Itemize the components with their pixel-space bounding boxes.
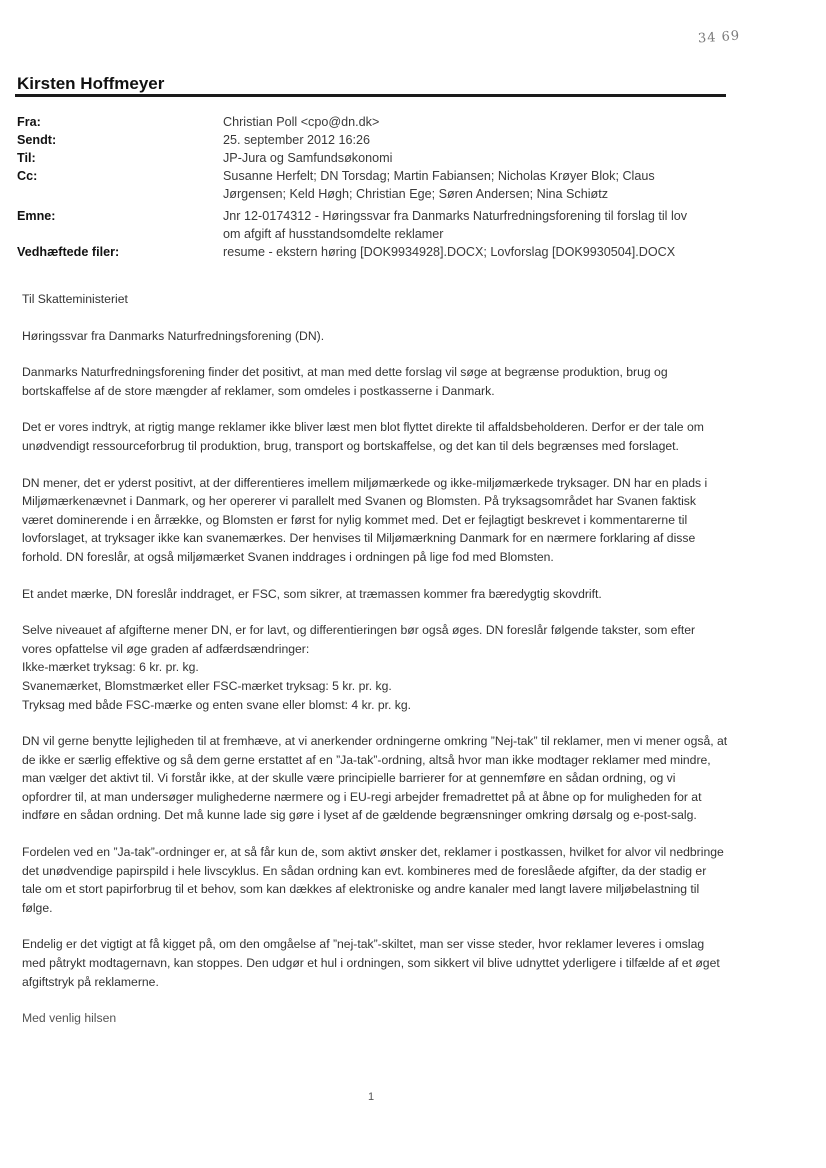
header-divider [15, 94, 726, 97]
paragraph-4: Et andet mærke, DN foreslår inddraget, er FSC, som sikrer, at træmassen kommer fra bæredygtig skovdrift. [22, 586, 602, 601]
attachments-value: resume - ekstern høring [DOK9934928].DOCX; Lovforslag [DOK9930504].DOCX [223, 245, 676, 259]
from-label: Fra: [17, 115, 41, 129]
sent-label: Sendt: [17, 133, 57, 147]
attachments-row [17, 243, 737, 261]
subject-label: Emne: [17, 209, 56, 223]
to-label: Til: [17, 151, 36, 165]
paragraph-1: Danmarks Naturfredningsforening finder det positivt, at man med dette forslag vil søge at begrænse produktion, brug og bortskaffelse af de store mængder af reklamer, som omdeles i postkasserne i Danmark. [22, 365, 668, 398]
subject-value-line-1: Jnr 12-0174312 - Høringssvar fra Danmarks Naturfredningsforening til forslag til lov [223, 209, 688, 223]
page-number: 1 [368, 1091, 375, 1103]
intro-paragraph: Høringssvar fra Danmarks Naturfredningsforening (DN). [22, 328, 325, 343]
paragraph-8: Endelig er det vigtigt at få kigget på, om den omgåelse af ”nej-tak”-skiltet, man ser visse steder, hvor reklamer leveres i omslag med påtrykt modtagernavn, kan stoppes. Den udgør et hul i ordningen, som sikkert vil blive udnyttet yderligere i tilfælde af et øget afgiftstryk på reklamerne. [22, 937, 720, 989]
rate-double-label: Tryksag med både FSC-mærke og enten svane eller blomst: 4 kr. pr. kg. [22, 697, 412, 712]
letter-body [22, 290, 728, 1046]
cc-label: Cc: [17, 169, 38, 183]
sender-name-heading: Kirsten Hoffmeyer [17, 74, 165, 93]
subject-row [17, 207, 737, 243]
cc-row [17, 167, 737, 203]
paragraph-3: DN mener, det er yderst positivt, at der differentieres imellem miljømærkede og ikke-miljømærkede tryksager. DN har en plads i Miljømærkenævnet i Danmark, og her opererer vi parallelt med Svanen og Blomsten. På tryksagsområdet har Svanen faktisk været dominerende i en årrække, og Blomsten er først for nylig kommet med. Det er fejlagtigt beskrevet i kommentarerne til lovforslaget, at tryksager ikke kan svanemærkes. Der henvises til Miljømærkning Danmark for en nærmere forklaring af disse forhold. DN foreslår, at også miljømærket Svanen inddrages i ordningen på lige fod med Blomsten. [22, 475, 708, 564]
from-row [17, 113, 737, 131]
handwritten-annotation: 34 69 [697, 28, 741, 47]
from-value: Christian Poll <cpo@dn.dk> [223, 115, 380, 129]
subject-value-line-2: om afgift af husstandsomdelte reklamer [223, 227, 444, 241]
to-row [17, 149, 737, 167]
paragraph-2: Det er vores indtryk, at rigtig mange reklamer ikke bliver læst men blot flyttet direkte til affaldsbeholderen. Derfor er der tale om unødvendigt ressourceforbrug til produktion, brug, transport og bortskaffelse, og det kan til dels begrænses med forslaget. [22, 420, 704, 453]
rate-unlabeled: Ikke-mærket tryksag: 6 kr. pr. kg. [22, 660, 199, 675]
rate-single-label: Svanemærket, Blomstmærket eller FSC-mærket tryksag: 5 kr. pr. kg. [22, 678, 392, 693]
paragraph-5 [22, 621, 728, 714]
addressee: Til Skatteministeriet [22, 292, 128, 306]
email-metadata [17, 113, 737, 261]
cc-value-line-1: Susanne Herfelt; DN Torsdag; Martin Fabiansen; Nicholas Krøyer Blok; Claus [223, 169, 655, 183]
paragraph-5-lead: Selve niveauet af afgifterne mener DN, er for lavt, og differentieringen bør også øges. DN foreslår følgende takster, som efter vores opfattelse vil øge graden af adfærdsændringer: [22, 623, 696, 656]
paragraph-7: Fordelen ved en ”Ja-tak”-ordninger er, at så får kun de, som aktivt ønsker det, reklamer i postkassen, hvilket for alvor vil nedbringe det unødvendige papirspild i hele livscyklus. En sådan ordning kan evt. kombineres med de foreslåede afgifter, da der stadig er tale om et stort papirforbrug til et behov, som kan dækkes af elektroniske og andre kanaler med langt lavere miljøbelastning til følge. [22, 845, 724, 915]
cc-value-line-2: Jørgensen; Keld Høgh; Christian Ege; Søren Andersen; Nina Schiøtz [223, 187, 608, 201]
subject-value [223, 207, 737, 243]
cc-value [223, 167, 737, 203]
sent-row [17, 131, 737, 149]
to-value: JP-Jura og Samfundsøkonomi [223, 151, 393, 165]
attachments-label: Vedhæftede filer: [17, 245, 120, 259]
sent-value: 25. september 2012 16:26 [223, 133, 371, 147]
closing: Med venlig hilsen [22, 1011, 117, 1026]
paragraph-6: DN vil gerne benytte lejligheden til at fremhæve, at vi anerkender ordningerne omkring ”Nej-tak” til reklamer, men vi mener også, at de ikke er særlig effektive og så dem gerne erstattet af en ”Ja-tak”-ordning, altså hvor man ikke modtager reklamer med mindre, man vælger det aktivt til. Vi forstår ikke, at der skulle være principielle barrierer for at gennemføre en sådan ordning, og vi opfordrer til, at man undersøger mulighederne nærmere og i EU-regi arbejder fremadrettet på at åbne op for muligheden for at indføre en sådan ordning. Det må kunne lade sig gøre i lyset af de gældende begrænsninger omkring dørsalg og e-post-salg. [22, 734, 728, 823]
